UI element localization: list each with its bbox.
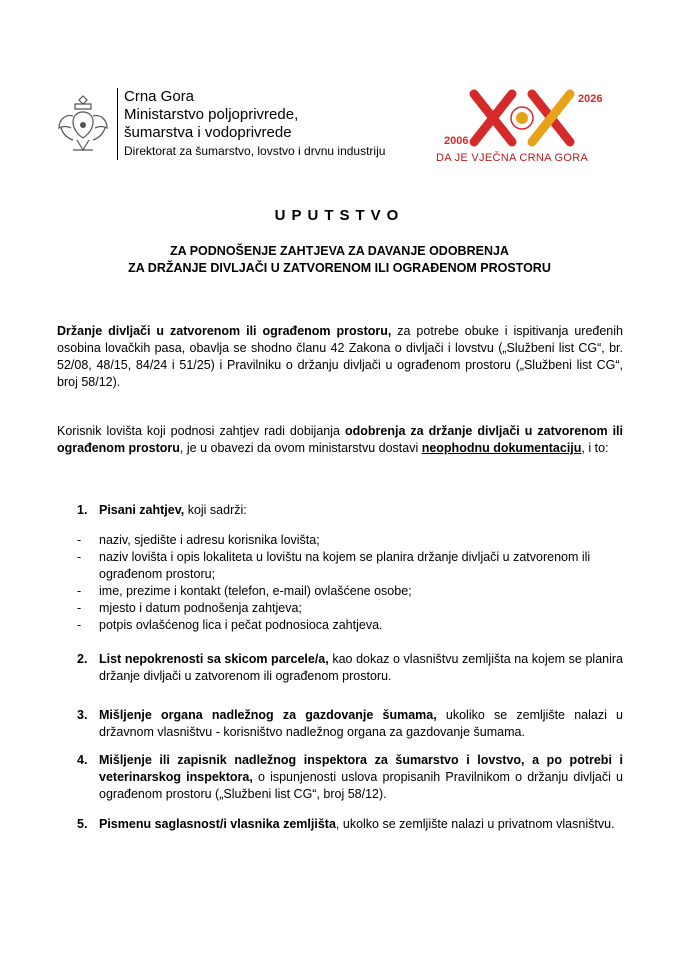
dash-bullet: -: [77, 601, 82, 615]
item-text: koji sadrži:: [184, 503, 247, 517]
dash-bullet: -: [77, 533, 82, 547]
subtitle-line1: ZA PODNOŠENJE ZAHTJEVA ZA DAVANJE ODOBRENJA: [170, 244, 509, 258]
para2-text1: Korisnik lovišta koji podnosi zahtjev radi dobijanja: [57, 424, 345, 438]
org-directorate: Direktorat za šumarstvo, lovstvo i drvnu industriju: [124, 144, 386, 158]
document-title: UPUTSTVO: [274, 207, 405, 224]
item-bold: Pismenu saglasnost/i vlasnika zemljišta: [99, 817, 336, 831]
org-country: Crna Gora: [124, 88, 195, 105]
list-item: [57, 752, 623, 803]
logo-caption: DA JE VJEČNA CRNA GORA: [436, 152, 589, 164]
org-ministry-line1: Ministarstvo poljoprivrede,: [124, 106, 299, 123]
request-contents-list: [57, 532, 623, 634]
item-text: , ukolko se zemljište nalazi u privatnom vlasništvu.: [335, 817, 615, 831]
item-bold: Mišljenje organa nadležnog za gazdovanje šumama,: [99, 708, 437, 722]
item-number: 1.: [77, 503, 88, 517]
item-text: ukoliko se zemljište nalazi u državnom vlasništvu - korisništvo nadležnog organa za gazdovanje šumama.: [99, 708, 623, 739]
organization-header: [117, 88, 385, 160]
item-bold: Mišljenje ili zapisnik nadležnog inspektora za šumarstvo i lovstvo, a po potrebi i veterinarskog inspektora,: [99, 753, 623, 784]
dash-bullet: -: [77, 618, 82, 632]
dash-item-text: naziv lovišta i opis lokaliteta u lovištu na kojem se planira držanje divljači u zatvorenom ili ograđenom prostoru;: [99, 550, 591, 581]
dash-item-text: mjesto i datum podnošenja zahtjeva;: [99, 601, 302, 615]
dash-item: [57, 583, 623, 600]
intro-bold: Držanje divljači u zatvorenom ili ograđenom prostoru,: [57, 324, 392, 338]
dash-item: [57, 549, 623, 583]
para2-bold-underline: neophodnu dokumentaciju: [421, 441, 582, 455]
item-number: 2.: [77, 652, 88, 666]
dash-bullet: -: [77, 550, 82, 564]
dash-item-text: ime, prezime i kontakt (telefon, e-mail) ovlašćene osobe;: [99, 584, 412, 598]
list-item: [57, 816, 623, 833]
item-number: 3.: [77, 708, 88, 722]
list-item: [57, 651, 623, 685]
para2-text2: , je u obavezi da ovom ministarstvu dostavi: [179, 441, 422, 455]
coat-of-arms-icon: [55, 92, 111, 158]
item-number: 5.: [77, 817, 88, 831]
logo-year-start: 2006: [444, 135, 469, 147]
list-item: [57, 502, 623, 519]
intro-text: za potrebe obuke i ispitivanja uređenih osobina lovačkih pasa, obavlja se shodno članu 42 Zakona o divljači i lovstvu („Službeni list CG“, br. 52/08, 48/15, 84/24 i 51/25) i Pravilniku o držanju divljači u ograđenom prostoru („Službeni list CG“, broj 58/12).: [57, 324, 623, 389]
para2-bold: odobrenja za držanje divljači u zatvorenom ili ograđenom prostoru: [57, 424, 624, 455]
item-bold: List nepokrenosti sa skicom parcele/a,: [99, 652, 329, 666]
item-number: 4.: [77, 753, 88, 767]
item-bold: Pisani zahtjev,: [99, 503, 185, 517]
item-text: o ispunjenosti uslova propisanih Pravilnikom o držanju divljači u ograđenom prostoru („Službeni list CG“, broj 58/12).: [99, 770, 623, 801]
org-ministry-line2: šumarstva i vodoprivrede: [124, 124, 292, 141]
dash-item: [57, 600, 623, 617]
dash-item: [57, 532, 623, 549]
requirements-paragraph: [57, 423, 623, 457]
logo-year-end: 2026: [578, 93, 603, 105]
item-text: kao dokaz o vlasništvu zemljišta na kojem se planira držanje divljači u zatvorenom ili ograđenom prostoru.: [99, 652, 623, 683]
document-subtitle: [0, 243, 679, 277]
list-item: [57, 707, 623, 741]
intro-paragraph: [57, 323, 623, 391]
para2-text3: , i to:: [581, 441, 609, 455]
dash-bullet: -: [77, 584, 82, 598]
dash-item-text: potpis ovlašćenog lica i pečat podnosioca zahtjeva.: [99, 618, 383, 632]
dash-item-text: naziv, sjedište i adresu korisnika lovišta;: [99, 533, 320, 547]
subtitle-line2: ZA DRŽANJE DIVLJAČI U ZATVORENOM ILI OGRAĐENOM PROSTORU: [128, 261, 551, 275]
dash-item: [57, 617, 623, 634]
